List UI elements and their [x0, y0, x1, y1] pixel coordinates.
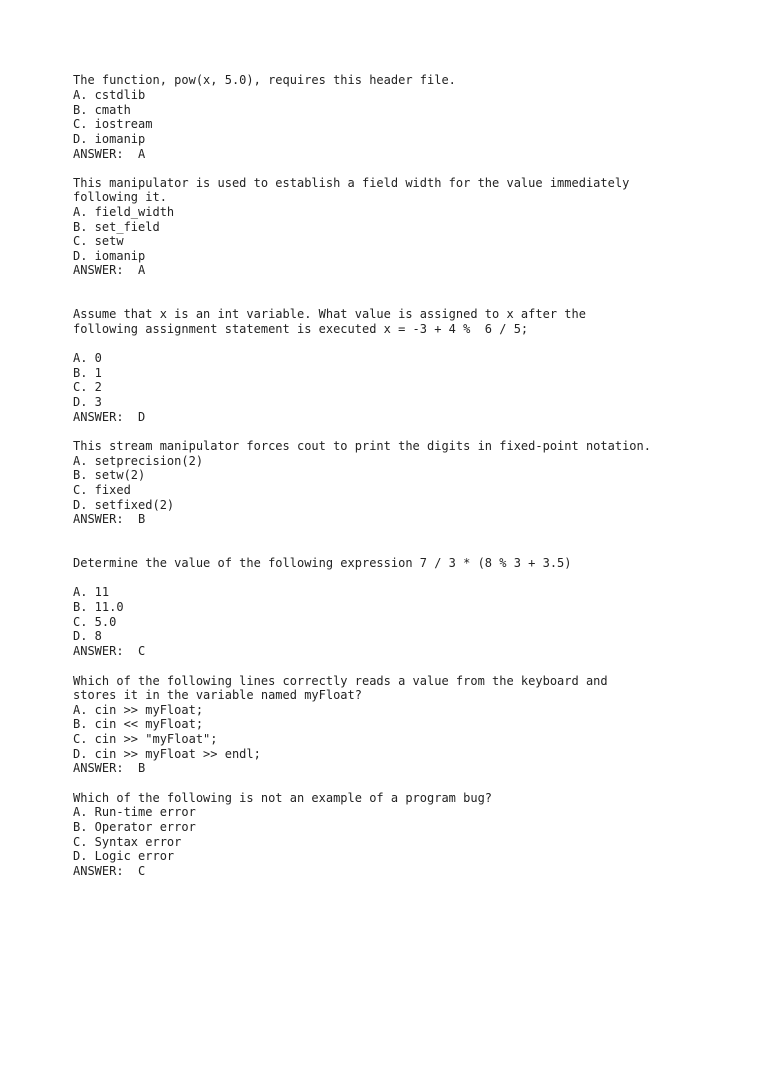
question-4-option-c: C. fixed [73, 483, 131, 497]
question-3-option-d: D. 3 [73, 395, 102, 409]
question-5-option-d: D. 8 [73, 629, 102, 643]
question-6-option-c: C. cin >> "myFloat"; [73, 732, 218, 746]
question-3-option-c: C. 2 [73, 380, 102, 394]
question-7-text: Which of the following is not an example of a program bug? [73, 791, 493, 805]
question-5-text: Determine the value of the following expression 7 / 3 * (8 % 3 + 3.5) [73, 556, 572, 570]
question-2-option-d: D. iomanip [73, 249, 146, 263]
question-4-option-b: B. setw(2) [73, 468, 146, 482]
question-5-option-a: A. 11 [73, 585, 110, 599]
question-1-answer: ANSWER: A [73, 147, 146, 161]
question-2-answer: ANSWER: A [73, 263, 146, 277]
question-7-option-c: C. Syntax error [73, 835, 182, 849]
question-2-text-line-1: This manipulator is used to establish a field width for the value immediately [73, 176, 630, 190]
question-3-option-a: A. 0 [73, 351, 102, 365]
question-2-option-a: A. field_width [73, 205, 175, 219]
question-7-option-a: A. Run-time error [73, 805, 196, 819]
question-2-option-b: B. set_field [73, 220, 160, 234]
question-4-answer: ANSWER: B [73, 512, 146, 526]
question-1-option-b: B. cmath [73, 103, 131, 117]
question-5-answer: ANSWER: C [73, 644, 146, 658]
question-7-option-d: D. Logic error [73, 849, 175, 863]
question-5-option-b: B. 11.0 [73, 600, 124, 614]
question-7-option-b: B. Operator error [73, 820, 196, 834]
question-7-answer: ANSWER: C [73, 864, 146, 878]
question-1-text: The function, pow(x, 5.0), requires this header file. [73, 73, 456, 87]
question-4-text: This stream manipulator forces cout to print the digits in fixed-point notation. [73, 439, 651, 453]
question-5-option-c: C. 5.0 [73, 615, 117, 629]
question-1-option-c: C. iostream [73, 117, 153, 131]
question-6-option-a: A. cin >> myFloat; [73, 703, 204, 717]
question-3-option-b: B. 1 [73, 366, 102, 380]
question-3-answer: ANSWER: D [73, 410, 146, 424]
question-3-text-line-2: following assignment statement is executed x = -3 + 4 % 6 / 5; [73, 322, 529, 336]
question-2-text-line-2: following it. [73, 190, 167, 204]
question-4-option-d: D. setfixed(2) [73, 498, 175, 512]
question-6-text-line-2: stores it in the variable named myFloat? [73, 688, 362, 702]
question-6-text-line-1: Which of the following lines correctly reads a value from the keyboard and [73, 674, 608, 688]
question-6-option-b: B. cin << myFloat; [73, 717, 204, 731]
question-6-option-d: D. cin >> myFloat >> endl; [73, 747, 261, 761]
question-1-option-a: A. cstdlib [73, 88, 146, 102]
question-4-option-a: A. setprecision(2) [73, 454, 204, 468]
question-6-answer: ANSWER: B [73, 761, 146, 775]
question-2-option-c: C. setw [73, 234, 124, 248]
question-3-text-line-1: Assume that x is an int variable. What value is assigned to x after the [73, 307, 586, 321]
question-1-option-d: D. iomanip [73, 132, 146, 146]
